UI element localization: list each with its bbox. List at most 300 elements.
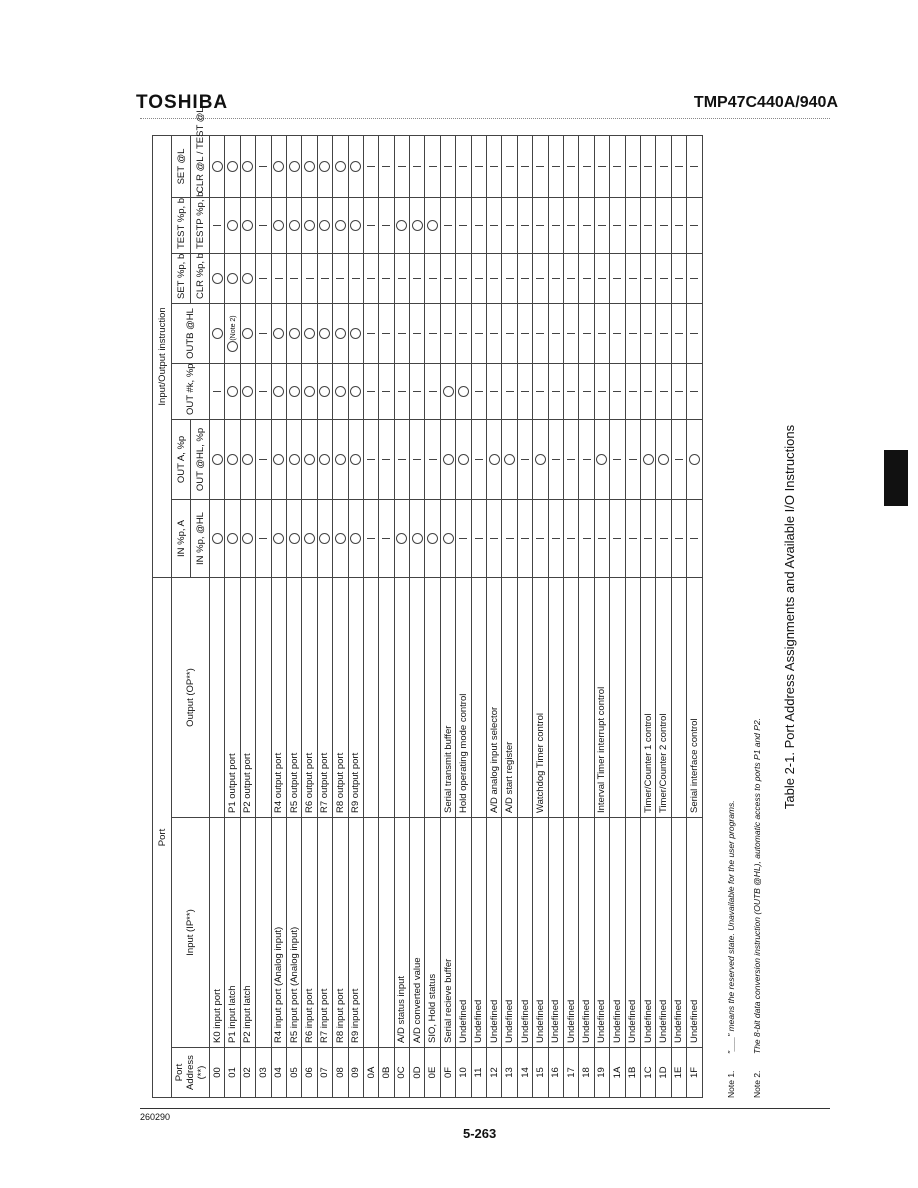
available-mark-icon — [443, 386, 454, 397]
instruction-mark-cell — [256, 364, 271, 420]
instruction-mark-cell — [594, 135, 609, 197]
available-mark-icon — [427, 533, 438, 544]
unavailable-mark-icon — [367, 538, 375, 539]
unavailable-mark-icon — [506, 538, 514, 539]
input-cell: Undefined — [610, 818, 625, 1048]
input-cell: P2 input latch — [240, 818, 255, 1048]
table-row — [563, 135, 578, 1097]
unavailable-mark-icon — [413, 278, 421, 279]
unavailable-mark-icon — [644, 538, 652, 539]
instruction-mark-cell — [333, 420, 348, 500]
instruction-mark-cell — [225, 135, 240, 197]
instruction-mark-cell — [487, 198, 502, 254]
unavailable-mark-icon — [475, 391, 483, 392]
unavailable-mark-icon — [536, 538, 544, 539]
instruction-mark-cell — [410, 420, 425, 500]
instruction-mark-cell — [256, 500, 271, 578]
doc-code: 260290 — [140, 1112, 171, 1122]
instruction-mark-cell — [425, 420, 440, 500]
instruction-mark-cell — [210, 198, 225, 254]
instruction-mark-cell — [379, 364, 394, 420]
instruction-mark-cell — [394, 500, 409, 578]
input-header: Input (IP**) — [172, 818, 210, 1048]
instruction-mark-cell — [687, 420, 702, 500]
instruction-mark-cell — [256, 198, 271, 254]
unavailable-mark-icon — [644, 333, 652, 334]
unavailable-mark-icon — [629, 538, 637, 539]
unavailable-mark-icon — [521, 225, 529, 226]
unavailable-mark-icon — [398, 278, 406, 279]
instruction-mark-cell — [502, 198, 517, 254]
available-mark-icon — [242, 533, 253, 544]
unavailable-mark-icon — [675, 538, 683, 539]
part-number: TMP47C440A/940A — [693, 94, 838, 111]
unavailable-mark-icon — [413, 166, 421, 167]
unavailable-mark-icon — [382, 391, 390, 392]
instruction-mark-cell — [502, 420, 517, 500]
output-cell — [625, 578, 640, 818]
unavailable-mark-icon — [444, 333, 452, 334]
instruction-mark-cell — [271, 304, 286, 364]
instruction-mark-cell — [471, 198, 486, 254]
instruction-mark-cell — [286, 364, 301, 420]
instruction-mark-cell — [225, 254, 240, 304]
unavailable-mark-icon — [675, 391, 683, 392]
instruction-mark-cell — [671, 254, 686, 304]
instruction-mark-cell — [671, 500, 686, 578]
available-mark-icon — [350, 533, 361, 544]
input-cell — [256, 818, 271, 1048]
instruction-mark-cell — [425, 135, 440, 197]
instruction-mark-cell — [271, 135, 286, 197]
instruction-mark-cell — [333, 198, 348, 254]
instruction-mark-cell — [302, 500, 317, 578]
instruction-mark-cell — [517, 364, 532, 420]
table-row — [640, 135, 655, 1097]
output-cell: Watchdog Timer control — [533, 578, 548, 818]
unavailable-mark-icon — [352, 278, 360, 279]
unavailable-mark-icon — [644, 225, 652, 226]
instruction-mark-cell — [456, 304, 471, 364]
unavailable-mark-icon — [459, 278, 467, 279]
instruction-mark-cell — [502, 364, 517, 420]
instruction-mark-cell — [440, 254, 455, 304]
instruction-mark-cell — [563, 304, 578, 364]
input-cell: Undefined — [517, 818, 532, 1048]
available-mark-icon — [289, 386, 300, 397]
input-cell — [379, 818, 394, 1048]
instruction-mark-cell — [656, 304, 671, 364]
available-mark-icon — [227, 341, 238, 352]
instruction-mark-cell — [456, 500, 471, 578]
available-mark-icon — [273, 220, 284, 231]
instruction-mark-cell — [610, 135, 625, 197]
unavailable-mark-icon — [690, 225, 698, 226]
unavailable-mark-icon — [598, 278, 606, 279]
unavailable-mark-icon — [567, 225, 575, 226]
available-mark-icon — [319, 328, 330, 339]
instruction-mark-cell — [317, 304, 332, 364]
instruction-mark-cell — [333, 135, 348, 197]
available-mark-icon — [335, 533, 346, 544]
instruction-mark-cell — [625, 198, 640, 254]
instruction-mark-cell — [271, 500, 286, 578]
unavailable-mark-icon — [398, 333, 406, 334]
unavailable-mark-icon — [398, 391, 406, 392]
address-cell: 1C — [640, 1048, 655, 1098]
input-cell: Undefined — [594, 818, 609, 1048]
table-row — [471, 135, 486, 1097]
instruction-mark-cell — [625, 135, 640, 197]
unavailable-mark-icon — [382, 278, 390, 279]
input-cell: Undefined — [456, 818, 471, 1048]
instruction-mark-cell — [410, 304, 425, 364]
instruction-mark-cell — [271, 420, 286, 500]
unavailable-mark-icon — [413, 459, 421, 460]
unavailable-mark-icon — [583, 333, 591, 334]
instruction-mark-cell — [671, 364, 686, 420]
unavailable-mark-icon — [490, 278, 498, 279]
unavailable-mark-icon — [459, 166, 467, 167]
address-cell: 19 — [594, 1048, 609, 1098]
output-cell: R7 output port — [317, 578, 332, 818]
address-cell: 0A — [363, 1048, 378, 1098]
address-cell: 1B — [625, 1048, 640, 1098]
input-cell: A/D status input — [394, 818, 409, 1048]
instruction-mark-cell — [610, 198, 625, 254]
output-cell: A/D analog input selector — [487, 578, 502, 818]
table-row — [610, 135, 625, 1097]
instruction-mark-cell — [363, 364, 378, 420]
unavailable-mark-icon — [675, 459, 683, 460]
footer-rule — [140, 1108, 830, 1109]
address-cell: 10 — [456, 1048, 471, 1098]
instruction-mark-cell — [256, 254, 271, 304]
instruction-mark-cell — [533, 364, 548, 420]
instruction-mark-cell — [394, 364, 409, 420]
table-row — [425, 135, 440, 1097]
available-mark-icon — [273, 386, 284, 397]
unavailable-mark-icon — [444, 225, 452, 226]
unavailable-mark-icon — [382, 538, 390, 539]
unavailable-mark-icon — [536, 278, 544, 279]
input-cell: Undefined — [640, 818, 655, 1048]
instruction-mark-cell — [302, 254, 317, 304]
rotated-table-panel — [152, 107, 797, 1098]
instruction-mark-cell — [610, 364, 625, 420]
available-mark-icon — [227, 161, 238, 172]
instruction-mark-cell — [440, 364, 455, 420]
instruction-mark-cell — [363, 254, 378, 304]
instruction-mark-cell — [410, 500, 425, 578]
instruction-mark-cell — [240, 198, 255, 254]
available-mark-icon — [535, 454, 546, 465]
instruction-mark-cell — [440, 304, 455, 364]
unavailable-mark-icon — [475, 278, 483, 279]
unavailable-mark-icon — [536, 391, 544, 392]
table-row — [240, 135, 255, 1097]
instruction-mark-cell — [302, 198, 317, 254]
instruction-mark-cell — [640, 304, 655, 364]
test-header: TEST %p, b — [172, 198, 191, 254]
instruction-mark-cell — [302, 364, 317, 420]
output-cell — [379, 578, 394, 818]
available-mark-icon — [319, 220, 330, 231]
instruction-mark-cell — [286, 420, 301, 500]
available-mark-icon — [242, 386, 253, 397]
instruction-mark-cell — [610, 254, 625, 304]
unavailable-mark-icon — [598, 538, 606, 539]
available-mark-icon — [273, 328, 284, 339]
address-cell: 04 — [271, 1048, 286, 1098]
unavailable-mark-icon — [459, 538, 467, 539]
output-cell: Serial transmit buffer — [440, 578, 455, 818]
instruction-mark-cell — [471, 420, 486, 500]
input-cell: Undefined — [502, 818, 517, 1048]
instruction-mark-cell — [363, 304, 378, 364]
address-cell: 15 — [533, 1048, 548, 1098]
address-cell: 11 — [471, 1048, 486, 1098]
instruction-mark-cell — [440, 500, 455, 578]
instruction-mark-cell — [425, 304, 440, 364]
available-mark-icon — [227, 533, 238, 544]
unavailable-mark-icon — [536, 333, 544, 334]
instruction-mark-cell — [225, 500, 240, 578]
unavailable-mark-icon — [629, 166, 637, 167]
input-cell: K0 input port — [210, 818, 225, 1048]
instruction-mark-cell — [487, 254, 502, 304]
instruction-mark-cell — [379, 420, 394, 500]
instruction-mark-cell — [286, 500, 301, 578]
output-cell: P1 output port — [225, 578, 240, 818]
instruction-mark-cell — [687, 198, 702, 254]
unavailable-mark-icon — [259, 225, 267, 226]
header-rule — [140, 118, 830, 119]
instruction-mark-cell — [333, 500, 348, 578]
instruction-mark-cell — [286, 198, 301, 254]
table-row — [210, 135, 225, 1097]
table-row — [456, 135, 471, 1097]
available-mark-icon — [335, 220, 346, 231]
instruction-mark-cell — [640, 420, 655, 500]
unavailable-mark-icon — [613, 225, 621, 226]
instruction-mark-cell — [594, 420, 609, 500]
table-row — [502, 135, 517, 1097]
unavailable-mark-icon — [475, 333, 483, 334]
instruction-mark-cell — [471, 254, 486, 304]
unavailable-mark-icon — [629, 333, 637, 334]
instruction-mark-cell — [625, 364, 640, 420]
input-cell: Undefined — [579, 818, 594, 1048]
instruction-mark-cell — [240, 500, 255, 578]
available-mark-icon — [227, 220, 238, 231]
unavailable-mark-icon — [613, 538, 621, 539]
instruction-mark-cell — [548, 254, 563, 304]
unavailable-mark-icon — [321, 278, 329, 279]
unavailable-mark-icon — [613, 166, 621, 167]
instruction-mark-cell — [517, 500, 532, 578]
instruction-mark-cell — [671, 135, 686, 197]
unavailable-mark-icon — [660, 166, 668, 167]
available-mark-icon — [273, 161, 284, 172]
set-header: SET %p, b — [172, 254, 191, 304]
available-mark-icon — [304, 386, 315, 397]
unavailable-mark-icon — [259, 391, 267, 392]
unavailable-mark-icon — [629, 459, 637, 460]
unavailable-mark-icon — [660, 333, 668, 334]
instruction-mark-cell — [656, 254, 671, 304]
input-cell: Undefined — [548, 818, 563, 1048]
output-cell: R5 output port — [286, 578, 301, 818]
unavailable-mark-icon — [675, 278, 683, 279]
available-mark-icon — [304, 328, 315, 339]
output-cell — [517, 578, 532, 818]
instruction-mark-cell — [471, 364, 486, 420]
unavailable-mark-icon — [660, 391, 668, 392]
instruction-mark-cell — [317, 420, 332, 500]
table-row — [533, 135, 548, 1097]
instruction-mark-cell — [640, 254, 655, 304]
table-row — [687, 135, 702, 1097]
unavailable-mark-icon — [567, 391, 575, 392]
input-cell: R6 input port — [302, 818, 317, 1048]
instruction-mark-cell — [456, 198, 471, 254]
output-cell — [563, 578, 578, 818]
instruction-mark-cell — [610, 420, 625, 500]
instruction-mark-cell — [440, 420, 455, 500]
unavailable-mark-icon — [429, 459, 437, 460]
unavailable-mark-icon — [521, 166, 529, 167]
instruction-mark-cell — [563, 420, 578, 500]
unavailable-mark-icon — [629, 225, 637, 226]
unavailable-mark-icon — [521, 391, 529, 392]
available-mark-icon — [396, 220, 407, 231]
instruction-mark-cell — [579, 364, 594, 420]
available-mark-icon — [350, 328, 361, 339]
output-cell — [410, 578, 425, 818]
unavailable-mark-icon — [413, 391, 421, 392]
unavailable-mark-icon — [259, 166, 267, 167]
note-2-text: The 8-bit data conversion instruction (OUTB @HL), automatic access to ports P1 and P2. — [752, 717, 762, 1054]
instruction-mark-cell — [579, 304, 594, 364]
instruction-mark-cell — [394, 304, 409, 364]
instruction-mark-cell — [317, 364, 332, 420]
instruction-mark-cell — [256, 135, 271, 197]
output-cell: P2 output port — [240, 578, 255, 818]
output-cell: Timer/Counter 1 control — [640, 578, 655, 818]
address-cell: 1A — [610, 1048, 625, 1098]
unavailable-mark-icon — [521, 333, 529, 334]
instruction-mark-cell — [579, 198, 594, 254]
unavailable-mark-icon — [367, 391, 375, 392]
available-mark-icon — [227, 386, 238, 397]
address-cell: 05 — [286, 1048, 301, 1098]
unavailable-mark-icon — [583, 166, 591, 167]
note-2-label: Note 2. — [752, 1070, 762, 1098]
instruction-mark-cell — [240, 304, 255, 364]
instruction-mark-cell — [610, 500, 625, 578]
unavailable-mark-icon — [413, 333, 421, 334]
instruction-mark-cell — [656, 500, 671, 578]
unavailable-mark-icon — [629, 391, 637, 392]
unavailable-mark-icon — [583, 278, 591, 279]
table-row — [271, 135, 286, 1097]
unavailable-mark-icon — [429, 333, 437, 334]
set-l-header: SET @L — [172, 135, 191, 197]
output-cell — [610, 578, 625, 818]
instruction-mark-cell — [286, 304, 301, 364]
unavailable-mark-icon — [336, 278, 344, 279]
instruction-mark-cell — [548, 420, 563, 500]
output-cell — [425, 578, 440, 818]
instruction-mark-cell — [379, 304, 394, 364]
unavailable-mark-icon — [552, 225, 560, 226]
instruction-mark-cell — [548, 198, 563, 254]
available-mark-icon — [242, 273, 253, 284]
instruction-mark-cell — [687, 364, 702, 420]
instruction-mark-cell — [348, 304, 363, 364]
instruction-mark-cell — [579, 500, 594, 578]
table-row — [625, 135, 640, 1097]
company-logo: TOSHIBA — [136, 92, 229, 113]
instruction-mark-cell — [210, 254, 225, 304]
instruction-mark-cell — [671, 420, 686, 500]
table-row — [256, 135, 271, 1097]
instruction-mark-cell — [348, 420, 363, 500]
available-mark-icon — [242, 454, 253, 465]
instruction-mark-cell — [640, 364, 655, 420]
unavailable-mark-icon — [259, 333, 267, 334]
instruction-mark-cell — [410, 135, 425, 197]
input-cell: Undefined — [487, 818, 502, 1048]
instruction-mark-cell — [487, 135, 502, 197]
available-mark-icon — [319, 533, 330, 544]
unavailable-mark-icon — [598, 166, 606, 167]
available-mark-icon — [350, 386, 361, 397]
instruction-mark-cell — [333, 364, 348, 420]
unavailable-mark-icon — [367, 459, 375, 460]
instruction-mark-cell — [348, 254, 363, 304]
instruction-mark-cell — [517, 304, 532, 364]
address-cell: 14 — [517, 1048, 532, 1098]
instruction-mark-cell — [240, 364, 255, 420]
available-mark-icon — [689, 454, 700, 465]
outb-header: OUTB @HL — [172, 304, 210, 364]
table-row — [656, 135, 671, 1097]
instruction-mark-cell — [210, 500, 225, 578]
address-cell: 12 — [487, 1048, 502, 1098]
instruction-mark-cell — [394, 198, 409, 254]
instruction-mark-cell — [271, 198, 286, 254]
table-row — [548, 135, 563, 1097]
instruction-mark-cell — [425, 500, 440, 578]
unavailable-mark-icon — [690, 391, 698, 392]
port-address-table — [152, 107, 703, 1098]
instruction-mark-cell — [548, 304, 563, 364]
input-cell: A/D converted value — [410, 818, 425, 1048]
instruction-mark-cell — [502, 254, 517, 304]
instruction-mark-cell — [425, 364, 440, 420]
address-cell: 03 — [256, 1048, 271, 1098]
input-cell: Undefined — [563, 818, 578, 1048]
instruction-mark-cell — [456, 420, 471, 500]
available-mark-icon — [289, 161, 300, 172]
unavailable-mark-icon — [567, 459, 575, 460]
unavailable-mark-icon — [444, 166, 452, 167]
instruction-mark-cell — [687, 304, 702, 364]
unavailable-mark-icon — [521, 278, 529, 279]
unavailable-mark-icon — [521, 459, 529, 460]
